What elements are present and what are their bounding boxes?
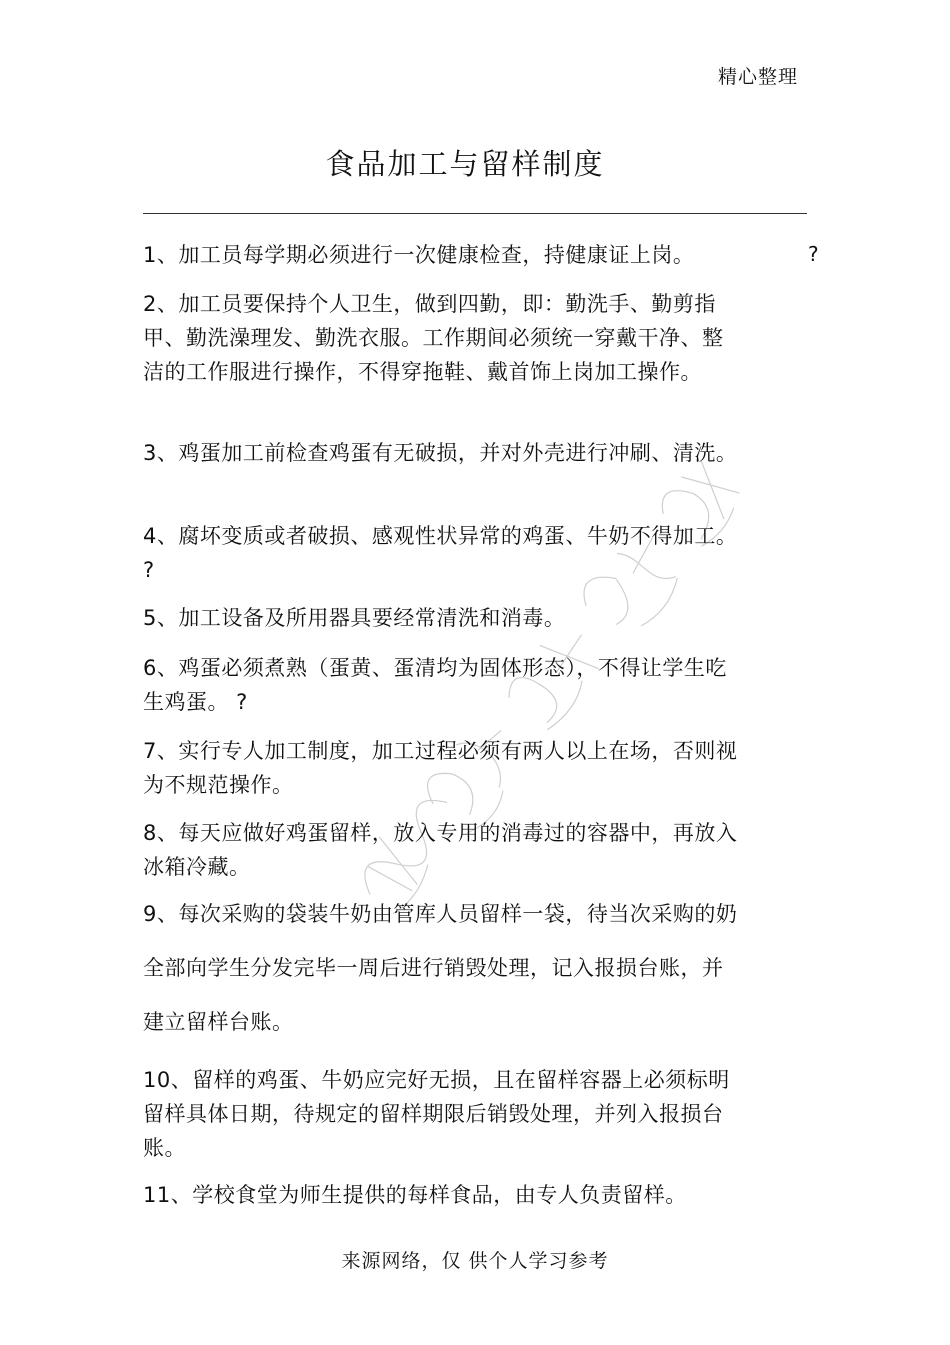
rule-item-3: 3、鸡蛋加工前检查鸡蛋有无破损，并对外壳进行冲刷、清洗。 xyxy=(143,441,738,465)
rule-item-2: 2、加工员要保持个人卫生，做到四勤，即：勤洗手、勤剪指甲、勤洗澡理发、勤洗衣服。工作期间必须统一穿戴干净、整洁的工作服进行操作，不得穿拖鞋、戴首饰上岗加工操作。 xyxy=(143,292,724,384)
rule-item-1: 1、加工员每学期必须进行一次健康检查，持健康证上岗。 xyxy=(143,243,695,267)
header-note: 精心整理 xyxy=(718,66,799,88)
rule-item-5: 5、加工设备及所用器具要经常清洗和消毒。 xyxy=(143,606,566,630)
rule-item-6: 6、鸡蛋必须煮熟（蛋黄、蛋清均为固体形态），不得让学生吃生鸡蛋。 ? xyxy=(143,656,727,714)
rule-item-10: 10、留样的鸡蛋、牛奶应完好无损，且在留样容器上必须标明留样具体日期，待规定的留样期限后销毁处理，并列入报损台账。 xyxy=(143,1068,730,1160)
footer-note: 来源网络，仅 供个人学习参考 xyxy=(341,1250,609,1272)
rule-item-4: 4、腐坏变质或者破损、感观性状异常的鸡蛋、牛奶不得加工。 ? xyxy=(143,524,738,582)
rule-item-8: 8、每天应做好鸡蛋留样，放入专用的消毒过的容器中，再放入冰箱冷藏。 xyxy=(143,821,738,879)
rule-item-9: 9、每次采购的袋装牛奶由管库人员留样一袋，待当次采购的奶全部向学生分发完毕一周后进行销毁处理，记入报损台账，并建立留样台账。 xyxy=(143,902,738,1034)
title-divider xyxy=(143,213,807,214)
rule-item-11: 11、学校食堂为师生提供的每样食品，由专人负责留样。 xyxy=(143,1183,687,1207)
stray-question-mark: ? xyxy=(808,242,819,266)
rule-item-7: 7、实行专人加工制度，加工过程必须有两人以上在场，否则视为不规范操作。 xyxy=(143,739,738,797)
document-title: 食品加工与留样制度 xyxy=(325,147,605,181)
